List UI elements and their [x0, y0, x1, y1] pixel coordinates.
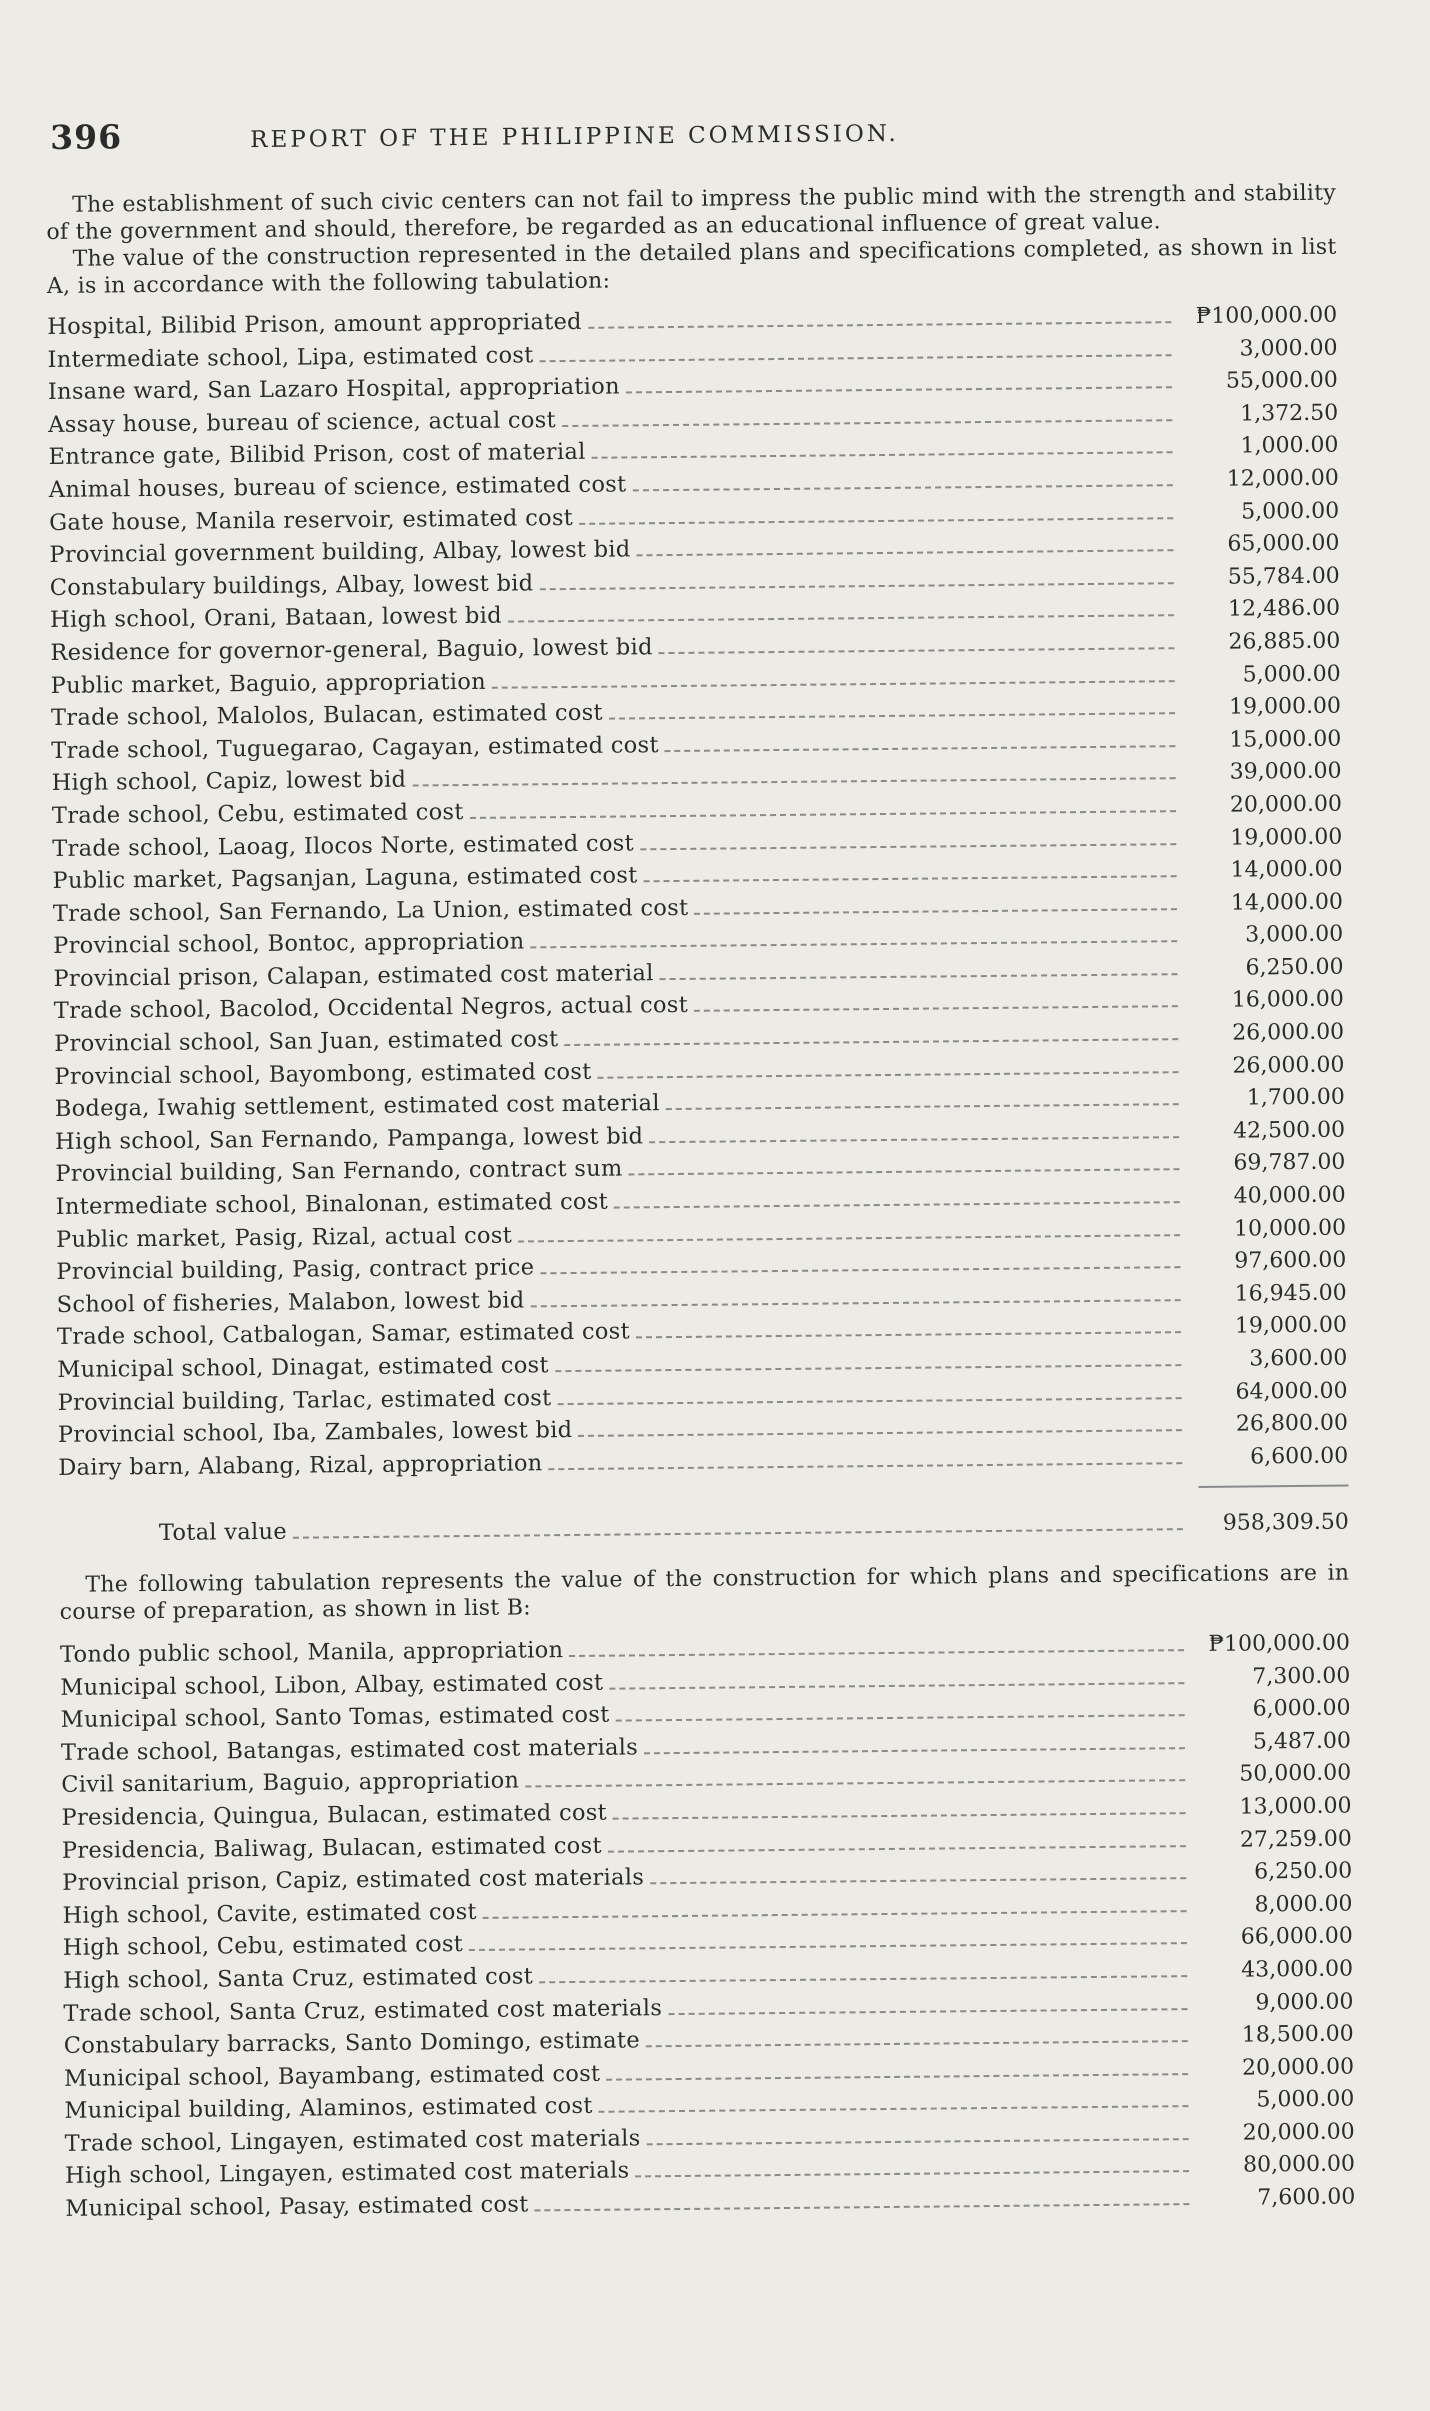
row-amount: 15,000.00	[1229, 726, 1342, 753]
row-label: Municipal school, Libon, Albay, estimated cost	[60, 1669, 604, 1701]
intro-paragraph: The establishment of such civic centers can not fail to impress the public mind with the strength and stability of the government and should, therefore, be regarded as an educational influence of great value.	[46, 180, 1337, 245]
row-amount: 20,000.00	[1229, 791, 1343, 818]
total-rule	[1198, 1485, 1348, 1488]
dot-leader	[562, 419, 1172, 427]
row-label: Public market, Pagsanjan, Laguna, estimated cost	[52, 862, 638, 895]
list-b-intro-paragraph: The following tabulation represents the value of the construction for which plans and specifications are in course of preparation, as shown in list B:	[59, 1560, 1350, 1625]
dot-leader	[629, 1169, 1180, 1176]
dot-leader	[608, 1845, 1186, 1853]
row-amount: 6,250.00	[1245, 954, 1344, 981]
row-label: Municipal school, Santo Tomas, estimated cost	[60, 1701, 610, 1734]
row-label: Intermediate school, Lipa, estimated cost	[47, 341, 534, 373]
dot-leader	[555, 1364, 1181, 1372]
row-label: Insane ward, San Lazaro Hospital, appropriation	[47, 373, 620, 406]
row-label: Animal houses, bureau of science, estimated cost	[48, 471, 627, 503]
dot-leader	[539, 1975, 1187, 1983]
row-amount: 40,000.00	[1233, 1182, 1346, 1209]
dot-leader	[659, 647, 1175, 654]
row-amount: 26,000.00	[1232, 1019, 1345, 1046]
dot-leader	[613, 1812, 1186, 1819]
row-label: Trade school, Bacolod, Occidental Negros, actual cost	[53, 992, 689, 1025]
dot-leader	[540, 354, 1172, 362]
row-amount: 50,000.00	[1239, 1760, 1352, 1787]
row-amount: 20,000.00	[1241, 2054, 1355, 2081]
dot-leader	[483, 1910, 1187, 1919]
row-amount: 3,000.00	[1239, 335, 1338, 362]
dot-leader	[665, 745, 1176, 752]
row-amount: 43,000.00	[1241, 1956, 1354, 1983]
row-label: Trade school, Cebu, estimated cost	[51, 798, 464, 829]
dot-leader	[644, 1747, 1185, 1754]
row-amount: 6,600.00	[1250, 1443, 1349, 1470]
list-a-table	[47, 302, 1348, 1488]
row-label: Municipal school, Pasay, estimated cost	[65, 2191, 529, 2222]
dot-leader	[492, 680, 1175, 689]
row-amount: 7,300.00	[1252, 1663, 1351, 1690]
row-amount: 5,000.00	[1241, 498, 1340, 525]
dot-leader	[647, 2138, 1189, 2145]
row-label: Provincial school, Bayombong, estimated cost	[54, 1058, 592, 1090]
row-label: Municipal school, Bayambang, estimated cost	[63, 2060, 601, 2092]
row-amount: 26,885.00	[1228, 628, 1341, 655]
row-label: Trade school, Malolos, Bulacan, estimated cost	[50, 699, 603, 732]
row-amount: 55,784.00	[1227, 563, 1340, 590]
dot-leader	[578, 1429, 1182, 1437]
dot-leader	[579, 517, 1173, 525]
row-label: Municipal school, Dinagat, estimated cost	[57, 1352, 549, 1383]
dot-leader	[644, 875, 1177, 882]
row-label: Provincial building, San Fernando, contract sum	[55, 1155, 623, 1188]
dot-leader	[666, 1103, 1179, 1110]
row-label: Trade school, San Fernando, La Union, estimated cost	[52, 894, 689, 927]
row-amount: 80,000.00	[1242, 2151, 1356, 2179]
dot-leader	[518, 1234, 1180, 1242]
page-number: 396	[50, 117, 123, 157]
row-label: High school, Orani, Bataan, lowest bid	[49, 602, 502, 634]
list-a-intro-paragraph: The value of the construction represented in the detailed plans and specifications completed, as shown in list A, is in accordance with the following tabulation:	[46, 234, 1337, 299]
row-amount: 3,000.00	[1245, 921, 1344, 948]
row-amount: 1,000.00	[1240, 432, 1339, 459]
row-label: Public market, Baguio, appropriation	[50, 668, 487, 699]
row-amount: 26,000.00	[1232, 1052, 1345, 1079]
row-label: High school, Santa Cruz, estimated cost	[63, 1963, 534, 1994]
row-amount: 55,000.00	[1225, 367, 1338, 394]
dot-leader	[469, 1942, 1187, 1951]
dot-leader	[508, 615, 1174, 623]
total-amount: 958,309.50	[1222, 1509, 1349, 1537]
row-amount: 18,500.00	[1241, 2021, 1354, 2048]
row-amount: 5,487.00	[1252, 1728, 1352, 1755]
dot-leader	[637, 549, 1174, 556]
row-amount: 27,259.00	[1239, 1826, 1352, 1853]
dot-leader	[626, 386, 1172, 393]
row-label: Bodega, Iwahig settlement, estimated cost material	[54, 1090, 660, 1123]
dot-leader	[569, 1649, 1184, 1657]
row-label: School of fisheries, Malabon, lowest bid	[56, 1287, 525, 1318]
row-amount: 19,000.00	[1230, 824, 1343, 851]
row-label: Provincial school, Iba, Zambales, lowest bid	[57, 1417, 573, 1449]
dot-leader	[616, 1714, 1185, 1721]
dot-leader	[636, 1332, 1181, 1339]
row-label: Public market, Pasig, Rizal, actual cost	[55, 1222, 513, 1253]
row-amount: 69,787.00	[1233, 1150, 1346, 1177]
row-amount: 66,000.00	[1240, 1923, 1353, 1950]
dot-leader	[557, 1397, 1181, 1405]
row-amount: 12,486.00	[1227, 595, 1341, 623]
running-head: REPORT OF THE PHILIPPINE COMMISSION.	[250, 120, 899, 154]
row-amount: 64,000.00	[1235, 1378, 1348, 1405]
row-amount: 1,372.50	[1240, 400, 1339, 427]
dot-leader	[646, 2040, 1188, 2047]
row-label: Entrance gate, Bilibid Prison, cost of material	[48, 439, 586, 471]
row-label: Civil sanitarium, Baguio, appropriation	[61, 1767, 520, 1799]
total-label: Total value	[158, 1519, 288, 1547]
row-label: High school, San Fernando, Pampanga, lowest bid	[54, 1123, 644, 1155]
dot-leader	[632, 484, 1172, 491]
row-amount: 20,000.00	[1242, 2119, 1355, 2146]
row-label: Gate house, Manila reservoir, estimated cost	[49, 504, 574, 536]
row-label: Constabulary buildings, Albay, lowest bid	[49, 570, 534, 601]
row-amount: 16,000.00	[1231, 987, 1344, 1014]
row-label: Trade school, Tuguegarao, Cagayan, estimated cost	[51, 731, 659, 764]
row-label: Tondo public school, Manila, appropriation	[59, 1637, 564, 1668]
row-label: Presidencia, Baliwag, Bulacan, estimated cost	[61, 1832, 602, 1864]
row-amount: 19,000.00	[1234, 1312, 1348, 1340]
dot-leader	[412, 777, 1175, 786]
row-amount: 39,000.00	[1229, 758, 1342, 785]
dot-leader	[293, 1529, 1183, 1540]
row-amount: 10,000.00	[1233, 1215, 1347, 1242]
page-header	[50, 106, 1350, 157]
dot-leader	[694, 908, 1177, 915]
row-label: Intermediate school, Binalonan, estimated cost	[55, 1188, 609, 1220]
row-amount: 26,800.00	[1235, 1410, 1348, 1437]
dot-leader	[694, 1006, 1178, 1013]
dot-leader	[525, 1779, 1185, 1787]
dot-leader	[614, 1201, 1180, 1208]
row-label: Provincial prison, Capiz, estimated cost materials	[62, 1864, 645, 1897]
dot-leader	[564, 1038, 1178, 1046]
row-amount: 6,000.00	[1252, 1695, 1351, 1722]
row-amount: 65,000.00	[1227, 530, 1340, 557]
dot-leader	[606, 2073, 1188, 2081]
row-label: Trade school, Santa Cruz, estimated cost materials	[63, 1994, 663, 2027]
row-label: Assay house, bureau of science, actual cost	[48, 406, 557, 438]
row-amount: 7,600.00	[1257, 2184, 1356, 2211]
row-amount: 5,000.00	[1242, 661, 1341, 688]
total-row	[59, 1509, 1349, 1554]
row-amount: 19,000.00	[1228, 693, 1342, 720]
dot-leader	[598, 1071, 1179, 1079]
dot-leader	[609, 1682, 1184, 1690]
row-amount: ₱100,000.00	[1195, 302, 1338, 329]
row-label: Provincial building, Pasig, contract price	[56, 1254, 535, 1286]
dot-leader	[535, 2203, 1190, 2211]
row-label: Provincial prison, Calapan, estimated cost material	[53, 960, 654, 992]
dot-leader	[531, 1299, 1181, 1307]
row-amount: 8,000.00	[1254, 1891, 1353, 1918]
row-amount: 5,000.00	[1256, 2086, 1355, 2113]
row-label: Municipal building, Alaminos, estimated cost	[64, 2093, 593, 2125]
row-amount: 6,250.00	[1254, 1858, 1353, 1885]
row-label: Constabulary barracks, Santo Domingo, estimate	[63, 2027, 641, 2060]
row-label: High school, Cebu, estimated cost	[62, 1931, 464, 1962]
row-label: Trade school, Laoag, Ilocos Norte, estimated cost	[52, 829, 635, 862]
row-label: Provincial school, Bontoc, appropriation	[53, 928, 525, 960]
row-label: High school, Cavite, estimated cost	[62, 1898, 477, 1929]
dot-leader	[470, 810, 1176, 819]
row-amount: 97,600.00	[1234, 1247, 1347, 1274]
row-amount: 16,945.00	[1234, 1280, 1347, 1307]
dot-leader	[609, 712, 1175, 719]
row-amount: 14,000.00	[1230, 889, 1343, 916]
row-amount: ₱100,000.00	[1208, 1630, 1351, 1657]
dot-leader	[635, 2171, 1189, 2178]
row-amount: 1,700.00	[1246, 1084, 1345, 1111]
dot-leader	[650, 1877, 1186, 1884]
row-amount: 14,000.00	[1230, 856, 1343, 883]
dot-leader	[599, 2105, 1189, 2113]
row-label: High school, Capiz, lowest bid	[51, 766, 407, 797]
row-label: Presidencia, Quingua, Bulacan, estimated cost	[61, 1799, 608, 1831]
dot-leader	[592, 452, 1173, 460]
dot-leader	[640, 843, 1176, 850]
row-label: Trade school, Lingayen, estimated cost materials	[64, 2125, 641, 2157]
row-label: Trade school, Batangas, estimated cost materials	[60, 1734, 639, 1766]
dot-leader	[531, 940, 1178, 948]
dot-leader	[549, 1462, 1183, 1470]
dot-leader	[540, 1266, 1180, 1274]
dot-leader	[660, 973, 1178, 980]
row-label: High school, Lingayen, estimated cost materials	[64, 2157, 630, 2190]
row-amount: 12,000.00	[1226, 465, 1339, 492]
row-amount: 3,600.00	[1249, 1345, 1348, 1372]
dot-leader	[539, 582, 1173, 590]
row-label: Dairy barn, Alabang, Rizal, appropriation	[58, 1450, 543, 1481]
row-amount: 9,000.00	[1255, 1989, 1354, 2015]
row-amount: 13,000.00	[1239, 1793, 1352, 1820]
row-amount: 42,500.00	[1232, 1117, 1346, 1144]
dot-leader	[588, 321, 1171, 329]
row-label: Provincial government building, Albay, lowest bid	[49, 536, 631, 569]
row-label: Residence for governor-general, Baguio, lowest bid	[50, 634, 653, 666]
row-label: Trade school, Catbalogan, Samar, estimated cost	[56, 1318, 630, 1351]
row-label: Provincial building, Tarlac, estimated cost	[57, 1384, 552, 1416]
row-label: Hospital, Bilibid Prison, amount appropriated	[47, 308, 582, 340]
dot-leader	[649, 1136, 1179, 1143]
list-b-table	[60, 1630, 1356, 2229]
row-label: Provincial school, San Juan, estimated cost	[54, 1026, 559, 1058]
page-body	[46, 180, 1355, 2229]
dot-leader	[668, 2008, 1187, 2015]
